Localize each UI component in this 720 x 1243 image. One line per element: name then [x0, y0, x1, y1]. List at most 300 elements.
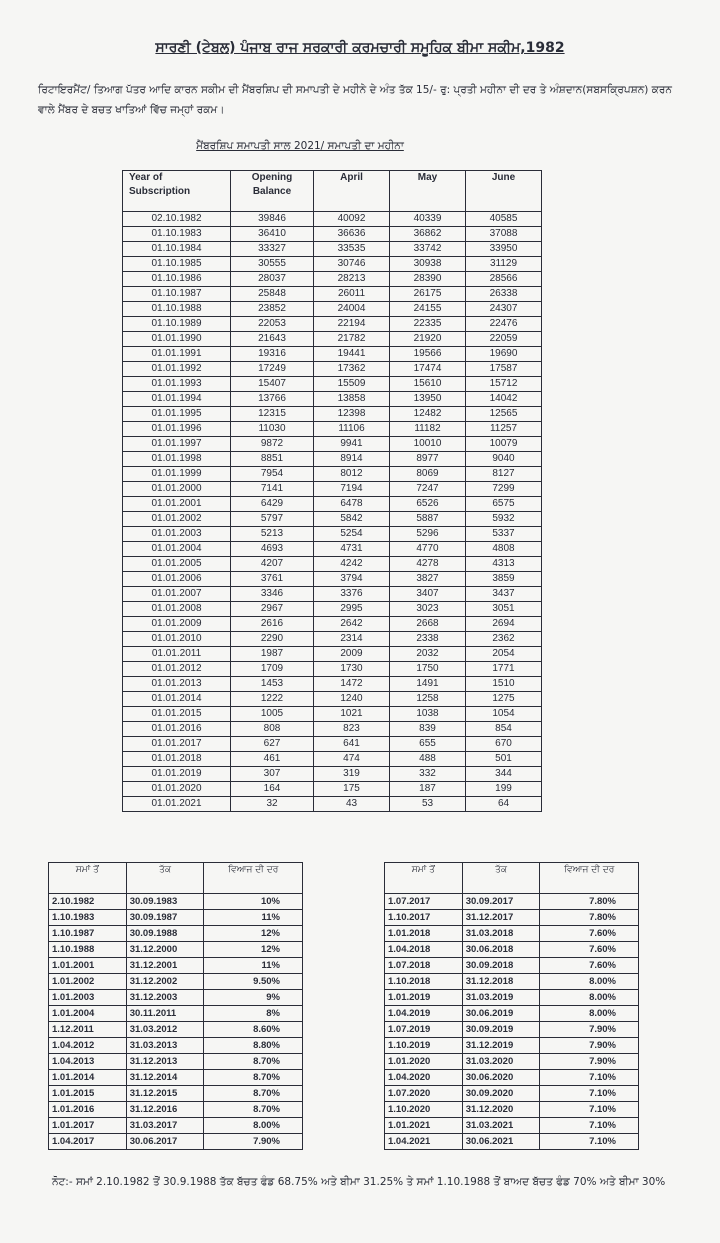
cell-year: 01.01.2002: [123, 512, 231, 527]
cell-opening-balance: 7954: [231, 467, 314, 482]
cell-april: 13858: [314, 392, 390, 407]
cell-from: 1.01.2004: [49, 1006, 127, 1022]
table-row: [123, 707, 542, 722]
cell-opening-balance: 11030: [231, 422, 314, 437]
cell-may: 332: [390, 767, 466, 782]
cell-may: 5296: [390, 527, 466, 542]
cell-april: 1021: [314, 707, 390, 722]
cell-rate: 11%: [204, 910, 303, 926]
header-interest-rate: ਵਿਆਜ ਦੀ ਦਰ: [540, 863, 639, 894]
cell-to: 30.09.2017: [462, 894, 540, 910]
cell-to: 31.12.2018: [462, 974, 540, 990]
cell-opening-balance: 25848: [231, 287, 314, 302]
cell-april: 823: [314, 722, 390, 737]
cell-june: 4808: [466, 542, 542, 557]
cell-june: 3859: [466, 572, 542, 587]
table-row: [49, 1118, 303, 1134]
cell-april: 5842: [314, 512, 390, 527]
cell-opening-balance: 307: [231, 767, 314, 782]
cell-june: 40585: [466, 212, 542, 227]
cell-april: 1240: [314, 692, 390, 707]
cell-from: 1.04.2017: [49, 1134, 127, 1150]
cell-april: 11106: [314, 422, 390, 437]
cell-april: 8914: [314, 452, 390, 467]
cell-june: 64: [466, 797, 542, 812]
cell-opening-balance: 9872: [231, 437, 314, 452]
cell-opening-balance: 6429: [231, 497, 314, 512]
cell-june: 1054: [466, 707, 542, 722]
cell-june: 670: [466, 737, 542, 752]
cell-june: 501: [466, 752, 542, 767]
cell-year: 01.01.2021: [123, 797, 231, 812]
cell-april: 17362: [314, 362, 390, 377]
cell-rate: 7.60%: [540, 958, 639, 974]
cell-year: 01.01.2004: [123, 542, 231, 557]
header-year-of-subscription: Year of Subscription: [123, 171, 231, 212]
cell-june: 5337: [466, 527, 542, 542]
table-row: [385, 942, 639, 958]
cell-april: 2314: [314, 632, 390, 647]
table-row: [123, 497, 542, 512]
cell-may: 53: [390, 797, 466, 812]
cell-to: 31.12.2000: [126, 942, 204, 958]
footnote: ਨੋਟ:- ਸਮਾਂ 2.10.1982 ਤੋਂ 30.9.1988 ਤੱਕ ਬੱਚਤ ਫੰਡ 68.75% ਅਤੇ ਬੀਮਾ 31.25% ਤੇ ਸਮਾਂ 1.10.1988 ਤੋਂ ਬਾਅਦ ਬੱਚਤ ਫੰਡ 70% ਅਤੇ ਬੀਮਾ 30%: [52, 1176, 666, 1188]
cell-rate: 8.00%: [204, 1118, 303, 1134]
cell-april: 1730: [314, 662, 390, 677]
cell-may: 187: [390, 782, 466, 797]
cell-year: 01.01.1991: [123, 347, 231, 362]
cell-rate: 7.90%: [540, 1054, 639, 1070]
cell-april: 474: [314, 752, 390, 767]
table-row: [385, 1038, 639, 1054]
table-row: [123, 542, 542, 557]
cell-rate: 7.80%: [540, 894, 639, 910]
table-row: [385, 1006, 639, 1022]
cell-year: 01.01.1992: [123, 362, 231, 377]
cell-may: 655: [390, 737, 466, 752]
cell-from: 1.04.2018: [385, 942, 463, 958]
table-row: [123, 272, 542, 287]
table-row: [123, 512, 542, 527]
cell-year: 01.10.1988: [123, 302, 231, 317]
cell-opening-balance: 39846: [231, 212, 314, 227]
header-june: June: [466, 171, 542, 212]
header-interest-rate: ਵਿਆਜ ਦੀ ਦਰ: [204, 863, 303, 894]
table-row: [49, 894, 303, 910]
cell-from: 1.07.2020: [385, 1086, 463, 1102]
cell-april: 4242: [314, 557, 390, 572]
cell-june: 24307: [466, 302, 542, 317]
cell-from: 1.07.2019: [385, 1022, 463, 1038]
cell-april: 43: [314, 797, 390, 812]
table-row: [123, 422, 542, 437]
cell-to: 30.09.1988: [126, 926, 204, 942]
cell-june: 1510: [466, 677, 542, 692]
cell-may: 6526: [390, 497, 466, 512]
cell-april: 28213: [314, 272, 390, 287]
cell-from: 1.04.2019: [385, 1006, 463, 1022]
table-row: [123, 647, 542, 662]
cell-june: 1771: [466, 662, 542, 677]
cell-june: 1275: [466, 692, 542, 707]
cell-rate: 12%: [204, 942, 303, 958]
cell-from: 1.01.2020: [385, 1054, 463, 1070]
cell-rate: 9%: [204, 990, 303, 1006]
cell-year: 01.01.2019: [123, 767, 231, 782]
cell-may: 11182: [390, 422, 466, 437]
cell-from: 1.10.1983: [49, 910, 127, 926]
cell-rate: 7.10%: [540, 1086, 639, 1102]
table-row: [123, 692, 542, 707]
cell-june: 12565: [466, 407, 542, 422]
intro-text: ਰਿਟਾਇਰਮੈਂਟ/ ਤਿਆਗ ਪੱਤਰ ਆਦਿ ਕਾਰਨ ਸਕੀਮ ਦੀ ਮੈਂਬਰਸ਼ਿਪ ਦੀ ਸਮਾਪਤੀ ਦੇ ਮਹੀਨੇ ਦੇ ਅੰਤ ਤੱਕ 15/- ਰੁ: ਪ੍ਰਤੀ ਮਹੀਨਾ ਦੀ ਦਰ ਤੇ ਅੰਸ਼ਦਾਨ(ਸਬਸਕ੍ਰਿਪਸ਼ਨ) ਕਰਨ ਵਾਲੇ ਮੈਂਬਰ ਦੇ ਬਚਤ ਖਾਤਿਆਂ ਵਿੱਚ ਜਮ੍ਹਾਂ ਰਕਮ।: [38, 84, 672, 116]
cell-year: 01.10.1987: [123, 287, 231, 302]
cell-april: 40092: [314, 212, 390, 227]
cell-opening-balance: 3761: [231, 572, 314, 587]
cell-opening-balance: 2616: [231, 617, 314, 632]
cell-june: 344: [466, 767, 542, 782]
cell-may: 26175: [390, 287, 466, 302]
cell-rate: 7.10%: [540, 1134, 639, 1150]
cell-rate: 10%: [204, 894, 303, 910]
table-row: [385, 974, 639, 990]
page-title: ਸਾਰਣੀ (ਟੇਬਲ) ਪੰਜਾਬ ਰਾਜ ਸਰਕਾਰੀ ਕਰਮਚਾਰੀ ਸਮੂਹਿਕ ਬੀਮਾ ਸਕੀਮ,1982: [155, 40, 565, 56]
cell-year: 01.10.1985: [123, 257, 231, 272]
cell-to: 31.03.2018: [462, 926, 540, 942]
rate-table-header: [49, 863, 303, 894]
cell-year: 01.01.2005: [123, 557, 231, 572]
cell-opening-balance: 22053: [231, 317, 314, 332]
cell-may: 7247: [390, 482, 466, 497]
cell-year: 01.01.1997: [123, 437, 231, 452]
cell-from: 1.01.2017: [49, 1118, 127, 1134]
cell-to: 31.03.2019: [462, 990, 540, 1006]
cell-rate: 8.70%: [204, 1054, 303, 1070]
cell-june: 19690: [466, 347, 542, 362]
cell-to: 30.09.2020: [462, 1086, 540, 1102]
cell-year: 01.01.2010: [123, 632, 231, 647]
cell-rate: 8.00%: [540, 990, 639, 1006]
cell-opening-balance: 32: [231, 797, 314, 812]
table-row: [123, 767, 542, 782]
cell-may: 1491: [390, 677, 466, 692]
cell-june: 8127: [466, 467, 542, 482]
cell-may: 24155: [390, 302, 466, 317]
cell-april: 22194: [314, 317, 390, 332]
cell-may: 3827: [390, 572, 466, 587]
cell-rate: 7.10%: [540, 1070, 639, 1086]
cell-june: 199: [466, 782, 542, 797]
cell-rate: 7.60%: [540, 926, 639, 942]
cell-from: 1.01.2014: [49, 1070, 127, 1086]
cell-may: 8069: [390, 467, 466, 482]
cell-rate: 7.60%: [540, 942, 639, 958]
cell-june: 37088: [466, 227, 542, 242]
table-row: [49, 1102, 303, 1118]
cell-may: 3407: [390, 587, 466, 602]
balance-table: [122, 170, 542, 812]
cell-to: 31.12.2019: [462, 1038, 540, 1054]
cell-april: 175: [314, 782, 390, 797]
table-row: [123, 722, 542, 737]
cell-to: 31.12.2017: [462, 910, 540, 926]
table-row: [49, 910, 303, 926]
cell-rate: 8%: [204, 1006, 303, 1022]
cell-to: 31.12.2003: [126, 990, 204, 1006]
cell-april: 6478: [314, 497, 390, 512]
cell-year: 01.01.2015: [123, 707, 231, 722]
cell-from: 1.10.2018: [385, 974, 463, 990]
cell-may: 5887: [390, 512, 466, 527]
cell-june: 15712: [466, 377, 542, 392]
cell-rate: 7.90%: [540, 1022, 639, 1038]
cell-year: 01.01.2017: [123, 737, 231, 752]
cell-june: 26338: [466, 287, 542, 302]
cell-april: 15509: [314, 377, 390, 392]
cell-from: 1.07.2018: [385, 958, 463, 974]
table-row: [123, 557, 542, 572]
header-april: April: [314, 171, 390, 212]
cell-from: 1.10.2017: [385, 910, 463, 926]
header-may: May: [390, 171, 466, 212]
cell-to: 31.12.2001: [126, 958, 204, 974]
cell-to: 31.03.2020: [462, 1054, 540, 1070]
table-row: [123, 677, 542, 692]
table-row: [385, 894, 639, 910]
cell-april: 7194: [314, 482, 390, 497]
cell-from: 1.10.1987: [49, 926, 127, 942]
table-row: [49, 1070, 303, 1086]
cell-year: 01.01.1990: [123, 332, 231, 347]
cell-year: 01.01.2008: [123, 602, 231, 617]
table-row: [385, 926, 639, 942]
cell-year: 01.01.1998: [123, 452, 231, 467]
cell-opening-balance: 1987: [231, 647, 314, 662]
table-row: [49, 926, 303, 942]
cell-may: 28390: [390, 272, 466, 287]
cell-from: 1.01.2003: [49, 990, 127, 1006]
cell-year: 01.01.2012: [123, 662, 231, 677]
header-to: ਤੱਕ: [126, 863, 204, 894]
table-row: [49, 974, 303, 990]
table-row: [385, 990, 639, 1006]
table-row: [49, 958, 303, 974]
cell-year: 01.01.2006: [123, 572, 231, 587]
cell-opening-balance: 808: [231, 722, 314, 737]
cell-rate: 7.10%: [540, 1102, 639, 1118]
cell-from: 1.01.2018: [385, 926, 463, 942]
cell-april: 9941: [314, 437, 390, 452]
cell-from: 1.10.2019: [385, 1038, 463, 1054]
cell-from: 1.04.2020: [385, 1070, 463, 1086]
cell-june: 5932: [466, 512, 542, 527]
cell-rate: 7.90%: [204, 1134, 303, 1150]
table-row: [49, 1022, 303, 1038]
cell-year: 01.01.2013: [123, 677, 231, 692]
cell-april: 5254: [314, 527, 390, 542]
cell-opening-balance: 21643: [231, 332, 314, 347]
cell-year: 01.01.2009: [123, 617, 231, 632]
cell-opening-balance: 4207: [231, 557, 314, 572]
cell-to: 31.03.2021: [462, 1118, 540, 1134]
table-row: [49, 1134, 303, 1150]
cell-rate: 11%: [204, 958, 303, 974]
cell-may: 22335: [390, 317, 466, 332]
cell-year: 01.10.1989: [123, 317, 231, 332]
table-row: [123, 407, 542, 422]
cell-rate: 8.70%: [204, 1086, 303, 1102]
cell-june: 3437: [466, 587, 542, 602]
cell-rate: 8.70%: [204, 1102, 303, 1118]
table-row: [385, 1022, 639, 1038]
cell-april: 24004: [314, 302, 390, 317]
cell-to: 31.03.2012: [126, 1022, 204, 1038]
cell-opening-balance: 2967: [231, 602, 314, 617]
cell-june: 6575: [466, 497, 542, 512]
cell-may: 30938: [390, 257, 466, 272]
cell-opening-balance: 1005: [231, 707, 314, 722]
cell-year: 01.01.2011: [123, 647, 231, 662]
cell-rate: 12%: [204, 926, 303, 942]
cell-to: 30.06.2018: [462, 942, 540, 958]
cell-april: 2009: [314, 647, 390, 662]
cell-from: 1.04.2021: [385, 1134, 463, 1150]
table-row: [123, 587, 542, 602]
cell-rate: 8.00%: [540, 974, 639, 990]
cell-year: 01.10.1986: [123, 272, 231, 287]
rate-table-header: [385, 863, 639, 894]
cell-may: 36862: [390, 227, 466, 242]
cell-april: 641: [314, 737, 390, 752]
cell-june: 9040: [466, 452, 542, 467]
header-from: ਸਮਾਂ ਤੋਂ: [49, 863, 127, 894]
table-row: [123, 227, 542, 242]
cell-may: 33742: [390, 242, 466, 257]
cell-april: 33535: [314, 242, 390, 257]
cell-may: 1258: [390, 692, 466, 707]
cell-opening-balance: 4693: [231, 542, 314, 557]
cell-to: 31.12.2013: [126, 1054, 204, 1070]
cell-opening-balance: 19316: [231, 347, 314, 362]
table-row: [123, 737, 542, 752]
cell-to: 30.06.2017: [126, 1134, 204, 1150]
table-row: [49, 1054, 303, 1070]
table-row: [123, 437, 542, 452]
cell-opening-balance: 7141: [231, 482, 314, 497]
cell-opening-balance: 5797: [231, 512, 314, 527]
cell-june: 28566: [466, 272, 542, 287]
interest-rate-table-left: [48, 862, 303, 1150]
cell-opening-balance: 5213: [231, 527, 314, 542]
balance-table-header: [123, 171, 542, 212]
table-row: [123, 617, 542, 632]
table-row: [49, 990, 303, 1006]
cell-may: 8977: [390, 452, 466, 467]
cell-to: 30.06.2019: [462, 1006, 540, 1022]
header-opening-balance: Opening Balance: [231, 171, 314, 212]
cell-april: 19441: [314, 347, 390, 362]
cell-april: 26011: [314, 287, 390, 302]
cell-from: 1.04.2013: [49, 1054, 127, 1070]
cell-opening-balance: 461: [231, 752, 314, 767]
table-row: [385, 1102, 639, 1118]
cell-rate: 8.80%: [204, 1038, 303, 1054]
cell-june: 22059: [466, 332, 542, 347]
cell-may: 13950: [390, 392, 466, 407]
cell-april: 12398: [314, 407, 390, 422]
cell-rate: 8.70%: [204, 1070, 303, 1086]
header-from: ਸਮਾਂ ਤੋਂ: [385, 863, 463, 894]
table-row: [123, 392, 542, 407]
cell-may: 12482: [390, 407, 466, 422]
cell-year: 01.01.2016: [123, 722, 231, 737]
cell-year: 01.01.2018: [123, 752, 231, 767]
cell-opening-balance: 1709: [231, 662, 314, 677]
table-row: [49, 942, 303, 958]
cell-may: 1750: [390, 662, 466, 677]
cell-year: 01.01.2003: [123, 527, 231, 542]
cell-april: 3376: [314, 587, 390, 602]
table-row: [123, 467, 542, 482]
cell-to: 31.12.2020: [462, 1102, 540, 1118]
cell-rate: 7.90%: [540, 1038, 639, 1054]
cell-from: 1.10.1988: [49, 942, 127, 958]
cell-may: 2338: [390, 632, 466, 647]
cell-to: 31.03.2017: [126, 1118, 204, 1134]
table-row: [123, 527, 542, 542]
cell-june: 14042: [466, 392, 542, 407]
cell-may: 40339: [390, 212, 466, 227]
cell-opening-balance: 23852: [231, 302, 314, 317]
cell-opening-balance: 36410: [231, 227, 314, 242]
cell-from: 1.01.2021: [385, 1118, 463, 1134]
cell-year: 01.01.1995: [123, 407, 231, 422]
table-row: [123, 257, 542, 272]
cell-from: 1.01.2002: [49, 974, 127, 990]
table-row: [49, 1038, 303, 1054]
cell-may: 2668: [390, 617, 466, 632]
cell-from: 2.10.1982: [49, 894, 127, 910]
cell-april: 2995: [314, 602, 390, 617]
cell-year: 01.01.2000: [123, 482, 231, 497]
cell-to: 31.03.2013: [126, 1038, 204, 1054]
cell-rate: 9.50%: [204, 974, 303, 990]
table-row: [49, 1086, 303, 1102]
cell-year: 01.01.1994: [123, 392, 231, 407]
cell-april: 30746: [314, 257, 390, 272]
interest-rate-table-right: [384, 862, 639, 1150]
table-row: [123, 752, 542, 767]
table-row: [123, 632, 542, 647]
cell-from: 1.10.2020: [385, 1102, 463, 1118]
table-row: [123, 572, 542, 587]
table-row: [123, 302, 542, 317]
cell-opening-balance: 15407: [231, 377, 314, 392]
table-row: [123, 242, 542, 257]
cell-to: 30.09.2019: [462, 1022, 540, 1038]
table-row: [385, 1086, 639, 1102]
cell-june: 3051: [466, 602, 542, 617]
cell-from: 1.07.2017: [385, 894, 463, 910]
cell-april: 21782: [314, 332, 390, 347]
cell-year: 01.01.1996: [123, 422, 231, 437]
cell-rate: 8.60%: [204, 1022, 303, 1038]
cell-to: 30.09.1983: [126, 894, 204, 910]
cell-opening-balance: 33327: [231, 242, 314, 257]
cell-june: 33950: [466, 242, 542, 257]
cell-june: 31129: [466, 257, 542, 272]
cell-from: 1.04.2012: [49, 1038, 127, 1054]
